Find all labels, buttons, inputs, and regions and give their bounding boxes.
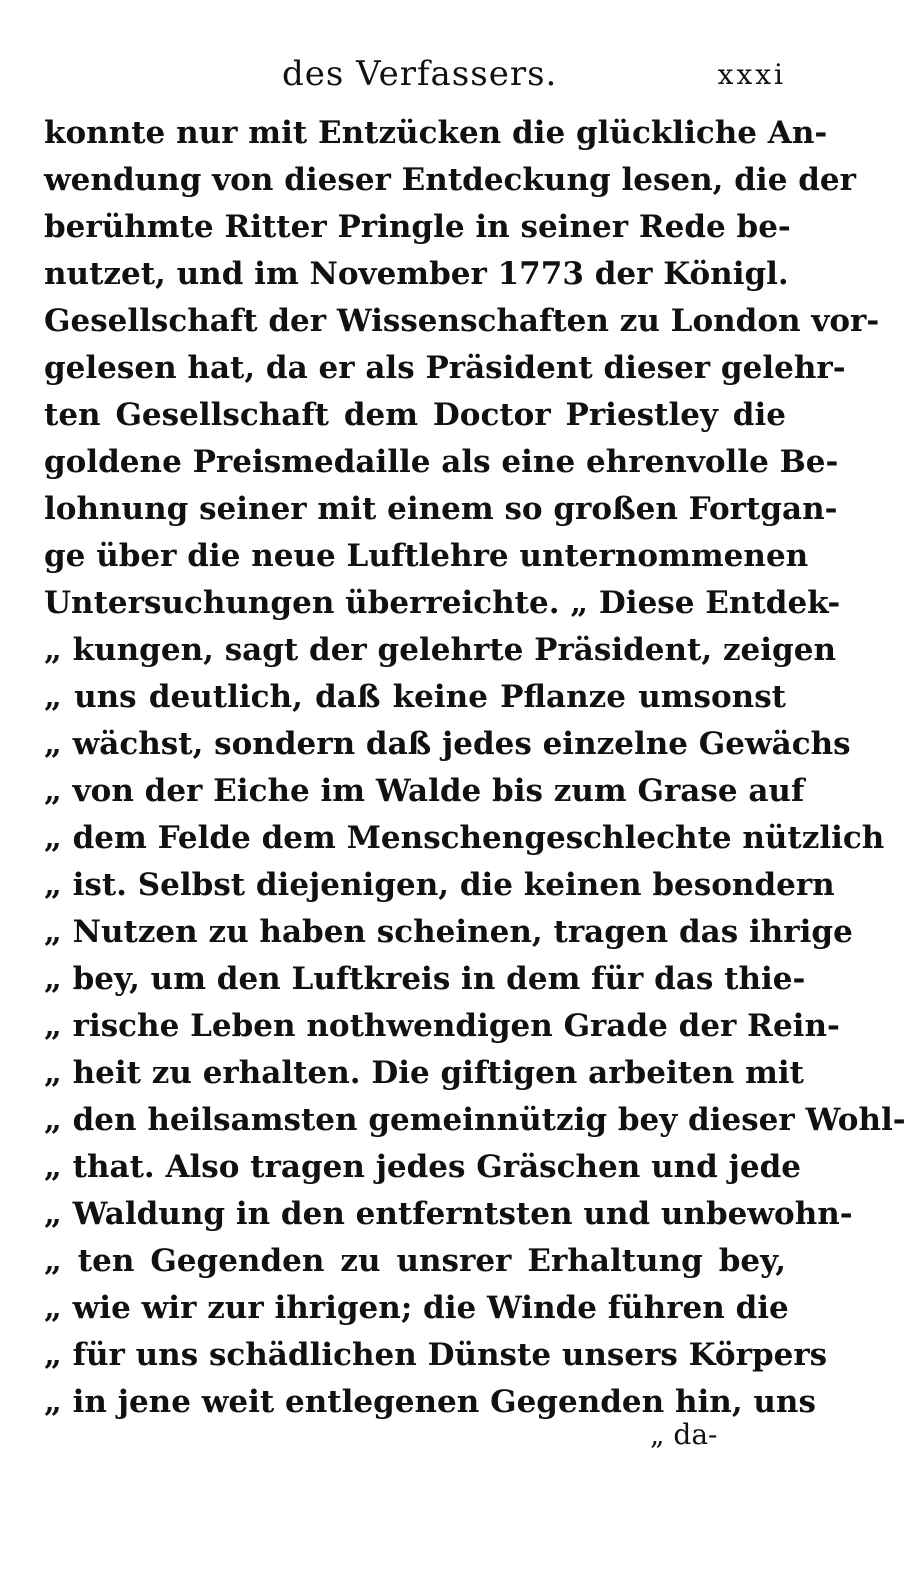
text-line: „ in jene weit entlegenen Gegenden hin, uns: [44, 1384, 816, 1420]
body-text: [44, 110, 906, 1426]
text-line: „ ten Gegenden zu unsrer Erhaltung bey,: [44, 1243, 786, 1279]
running-head: des Verfassers.: [282, 54, 558, 94]
catchword: „ da-: [650, 1418, 718, 1451]
text-line: „ uns deutlich, daß keine Pflanze umsonst: [44, 679, 786, 715]
text-line: „ kungen, sagt der gelehrte Präsident, zeigen: [44, 632, 836, 668]
page-header: [44, 52, 786, 102]
text-line: „ wächst, sondern daß jedes einzelne Gewächs: [44, 726, 851, 762]
text-line: ge über die neue Luftlehre unternommenen: [44, 538, 809, 574]
page-number: xxxi: [717, 58, 786, 91]
text-line: berühmte Ritter Pringle in seiner Rede be-: [44, 209, 791, 245]
text-line: „ rische Leben nothwendigen Grade der Rein-: [44, 1008, 840, 1044]
text-line: Gesellschaft der Wissenschaften zu London vor-: [44, 303, 880, 339]
text-line: „ heit zu erhalten. Die giftigen arbeiten mit: [44, 1055, 804, 1091]
text-line: „ Waldung in den entferntsten und unbewohn-: [44, 1196, 853, 1232]
text-line: „ von der Eiche im Walde bis zum Grase auf: [44, 773, 805, 809]
text-line: ten Gesellschaft dem Doctor Priestley die: [44, 397, 786, 433]
text-line: goldene Preismedaille als eine ehrenvolle Be-: [44, 444, 839, 480]
text-line: „ wie wir zur ihrigen; die Winde führen die: [44, 1290, 789, 1326]
text-line: „ für uns schädlichen Dünste unsers Körpers: [44, 1337, 828, 1373]
text-line: „ ist. Selbst diejenigen, die keinen besondern: [44, 867, 835, 903]
text-line: „ Nutzen zu haben scheinen, tragen das ihrige: [44, 914, 853, 950]
text-line: „ that. Also tragen jedes Gräschen und jede: [44, 1149, 801, 1185]
text-line: wendung von dieser Entdeckung lesen, die der: [44, 162, 856, 198]
text-line: „ den heilsamsten gemeinnützig bey dieser Wohl-: [44, 1102, 906, 1138]
text-line: „ dem Felde dem Menschengeschlechte nützlich: [44, 820, 885, 856]
text-line: Untersuchungen überreichte. „ Diese Entdek-: [44, 585, 841, 621]
text-line: nutzet, und im November 1773 der Königl.: [44, 256, 789, 292]
text-line: gelesen hat, da er als Präsident dieser gelehr-: [44, 350, 846, 386]
text-line: lohnung seiner mit einem so großen Fortgan-: [44, 491, 838, 527]
text-line: konnte nur mit Entzücken die glückliche An-: [44, 115, 828, 151]
text-line: „ bey, um den Luftkreis in dem für das thie-: [44, 961, 806, 997]
